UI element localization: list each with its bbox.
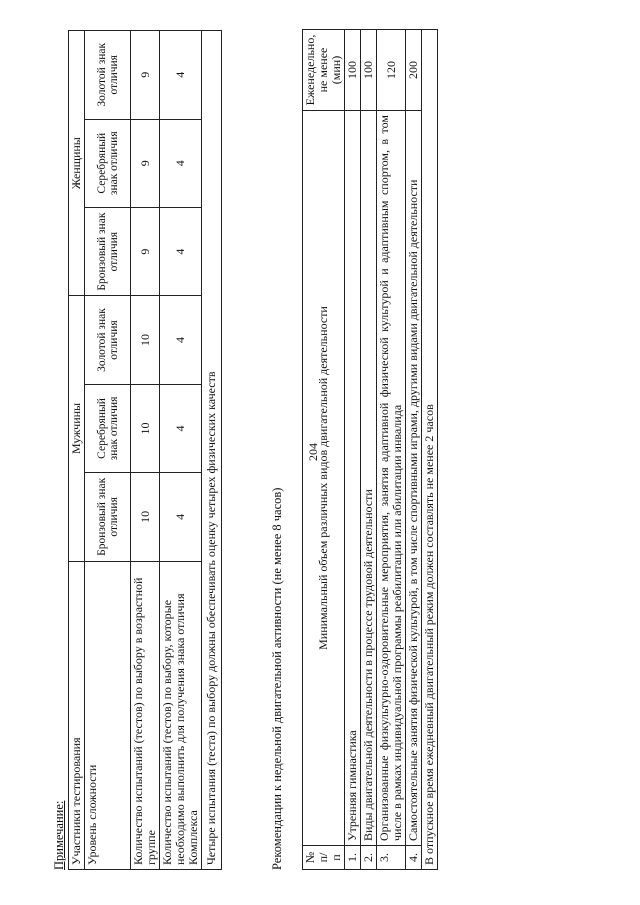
activity-text: Организованные физкультурно-оздоровительные мероприятия, занятия адаптивной физической культурой и адаптивным спортом, в том числе в рамках индивидуальной программы реабилитации или абилитации инвалида [377,111,406,846]
activity-text: Самостоятельные занятия физической культурой, в том числе спортивными играми, другими видами двигательной деятельности [406,111,422,846]
recommendations-title: Рекомендации к недельной двигательной активности (не менее 8 часов) [270,487,284,870]
activity-table [302,29,438,870]
table-cell: 4 [160,473,202,561]
row-number: 4. [406,846,422,870]
table-cell: 9 [131,31,160,120]
table-cell: 10 [131,296,160,384]
num-header: № п/п [303,846,345,870]
table-cell: 4 [160,207,202,295]
table-cell: 10 [131,384,160,472]
difficulty-header: Уровень сложности [85,561,131,869]
activity-header: Минимальный объем различных видов двигательной деятельности [303,111,345,846]
table-cell: 4 [160,384,202,472]
activity-minutes: 200 [406,30,422,111]
activity-minutes: 100 [361,30,377,111]
table-cell: 4 [160,31,202,120]
women-header: Женщины [69,31,85,296]
row-tests-required-label: Количество испытаний (тестов) по выбору, которые необходимо выполнить для получения знака отличия Комплекса [160,561,202,869]
table-cell: 10 [131,473,160,561]
table1-footer-note: Четыре испытания (теста) по выбору должны обеспечивать оценку четырех физических качеств [202,31,222,870]
activity-text: Утренняя гимнастика [345,111,361,846]
men-gold-header: Золотой знак отличия [85,296,131,384]
men-bronze-header: Бронзовый знак отличия [85,473,131,561]
activity-minutes: 120 [377,30,406,111]
row-tests-in-group-label: Количество испытаний (тестов) по выбору в возрастной группе [131,561,160,869]
table-cell: 4 [160,119,202,207]
activity-minutes: 100 [345,30,361,111]
tests-table [68,30,222,870]
note-label: Примечание: [52,800,66,870]
women-gold-header: Золотой знак отличия [85,31,131,120]
women-silver-header: Серебряный знак отличия [85,119,131,207]
women-bronze-header: Бронзовый знак отличия [85,207,131,295]
page-number: 204 [306,443,320,461]
table-cell: 4 [160,296,202,384]
row-number: 2. [361,846,377,870]
table-cell: 9 [131,207,160,295]
activity-text: Виды двигательной деятельности в процессе трудовой деятельности [361,111,377,846]
men-header: Мужчины [69,296,85,561]
men-silver-header: Серебряный знак отличия [85,384,131,472]
weekly-header: Еженедельно, не менее (мин) [303,30,345,111]
table2-footer-note: В отпускное время ежедневный двигательный режим должен составлять не менее 2 часов [422,30,438,870]
row-number: 3. [377,846,406,870]
table-cell: 9 [131,119,160,207]
rotated-page-content [52,20,640,870]
row-number: 1. [345,846,361,870]
participants-header: Участники тестирования [69,561,85,869]
